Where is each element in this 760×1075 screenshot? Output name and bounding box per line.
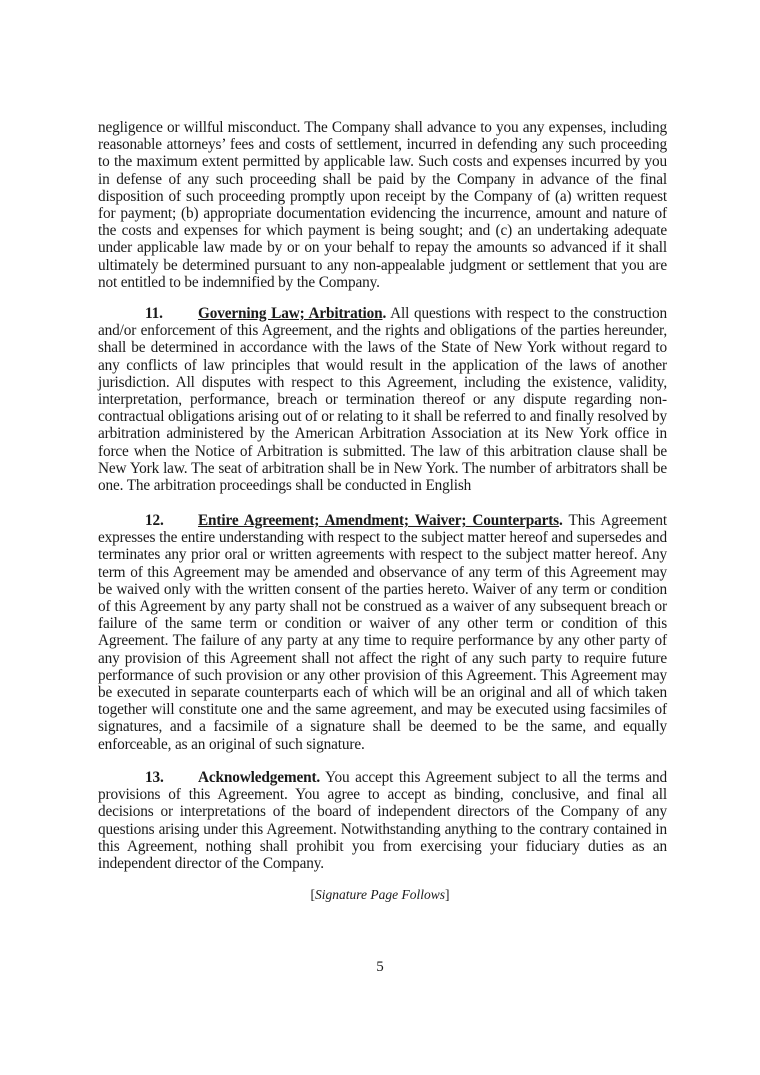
open-bracket: [ bbox=[310, 887, 315, 902]
section-number: 12. bbox=[145, 512, 164, 529]
section-number: 11. bbox=[145, 305, 163, 322]
section-heading-period: . bbox=[316, 769, 321, 786]
signature-page-follows-note bbox=[0, 887, 760, 903]
page-number: 5 bbox=[376, 959, 384, 975]
continuation-paragraph bbox=[98, 119, 667, 291]
section-heading: Acknowledgement bbox=[198, 769, 317, 786]
section-text: All questions with respect to the construction and/or enforcement of this Agreement, and the rights and obligations of the parties hereunder, shall be determined in accordance with the laws of the State of New York without regard to any conflicts of law principles that would result in the application of the laws of another jurisdiction. All disputes with respect to this Agreement, including the existence, validity, interpretation, performance, breach or termination thereof or any dispute regarding non-contractual obligations arising out of or relating to it shall be referred to and finally resolved by arbitration administered by the American Arbitration Association at its New York office in force when the Notice of Arbitration is submitted. The law of this arbitration clause shall be New York law. The seat of arbitration shall be in New York. The number of arbitrators shall be one. The arbitration proceedings shall be conducted in English bbox=[98, 305, 667, 495]
section-heading: Governing Law; Arbitration bbox=[198, 305, 383, 322]
close-bracket: ] bbox=[445, 887, 450, 902]
section-text: You accept this Agreement subject to all the terms and provisions of this Agreement. You agree to accept as binding, conclusive, and final all decisions or interpretations of the board of independent directors of the Company of any questions arising under this Agreement. Notwithstanding anything to the contrary contained in this Agreement, nothing shall prohibit you from exercising your fiduciary duties as an independent director of the Company. bbox=[98, 769, 667, 873]
signature-note-text: Signature Page Follows bbox=[315, 887, 445, 902]
section-heading-period: . bbox=[382, 305, 387, 322]
section-number: 13. bbox=[145, 769, 164, 786]
section-text: This Agreement expresses the entire understanding with respect to the subject matter hereof and supersedes and terminates any prior oral or written agreements with respect to the subject matter hereof. Any term of this Agreement may be amended and observance of any term of this Agreement may be waived only with the written consent of the parties hereto. Waiver of any term or condition of this Agreement by any party shall not be construed as a waiver of any subsequent breach or failure of the same term or condition or waiver of any other term or condition of this Agreement. The failure of any party at any time to require performance by any other party of any provision of this Agreement shall not affect the right of any such party to require future performance of such provision or any other provision of this Agreement. This Agreement may be executed in separate counterparts each of which will be an original and all of which taken together will constitute one and the same agreement, and may be executed using facsimiles of signatures, and a facsimile of a signature shall be deemed to be the same, and equally enforceable, as an original of such signature. bbox=[98, 512, 667, 753]
section-12-entire-agreement bbox=[98, 512, 667, 753]
section-heading-period: . bbox=[558, 512, 563, 529]
paragraph-text: negligence or willful misconduct. The Company shall advance to you any expenses, including reasonable attorneys’ fees and costs of settlement, incurred in defending any such proceeding to the maximum extent permitted by applicable law. Such costs and expenses incurred by you in defense of any such proceeding shall be paid by the Company in advance of the final disposition of such proceeding promptly upon receipt by the Company of (a) written request for payment; (b) appropriate documentation evidencing the incurrence, amount and nature of the costs and expenses for which payment is being sought; and (c) an undertaking adequate under applicable law made by or on your behalf to repay the amounts so advanced if it shall ultimately be determined pursuant to any non-appealable judgment or settlement that you are not entitled to be indemnified by the Company. bbox=[98, 119, 667, 291]
section-11-governing-law bbox=[98, 305, 667, 494]
section-13-acknowledgement bbox=[98, 769, 667, 872]
section-heading: Entire Agreement; Amendment; Waiver; Counterparts bbox=[198, 512, 559, 529]
